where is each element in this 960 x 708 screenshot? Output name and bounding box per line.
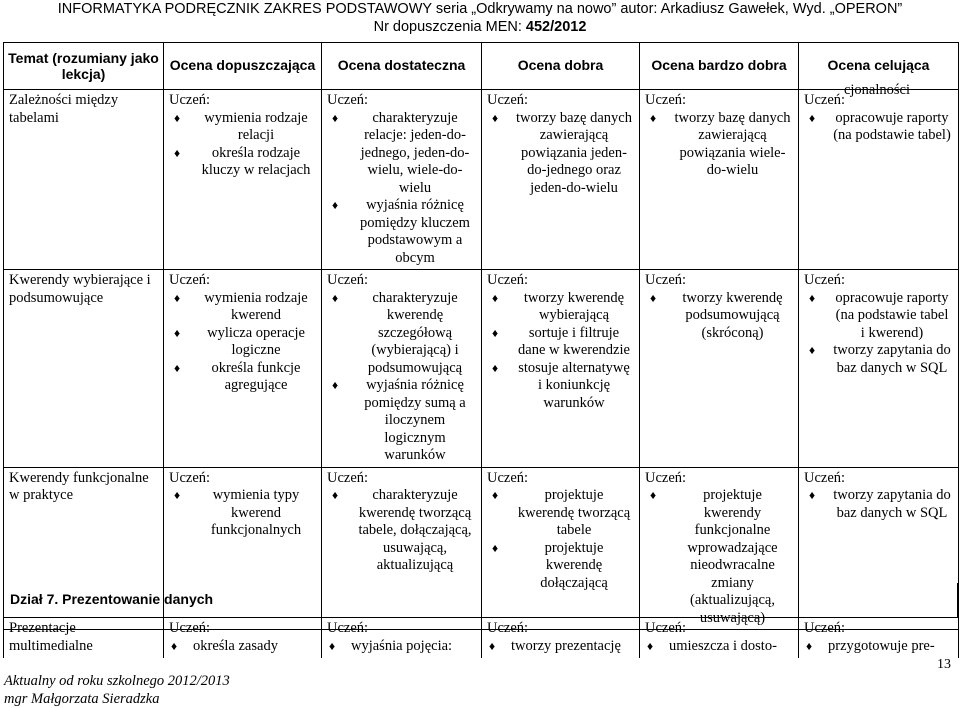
diamond-bullet-icon: ♦ <box>331 378 339 392</box>
criteria-list <box>327 290 477 465</box>
student-label: Uczeń: <box>487 620 529 636</box>
diamond-bullet-icon: ♦ <box>173 145 181 160</box>
criterion-text: opracowuje raporty (na podstawie tabel) <box>833 109 951 143</box>
list-item <box>487 325 635 360</box>
criterion-text: tworzy zapytania do baz danych w SQL <box>833 487 951 521</box>
document-header-approval <box>0 18 960 36</box>
student-label: Uczeń: <box>804 272 846 288</box>
list-item <box>169 360 317 395</box>
list-item <box>327 110 477 198</box>
criterion-text: tworzy kwerendę wybierającą <box>523 289 625 323</box>
criteria-list <box>169 290 317 395</box>
diamond-bullet-icon: ♦ <box>491 325 499 340</box>
list-item <box>487 110 635 198</box>
list-item <box>804 342 954 377</box>
list-item <box>487 487 635 540</box>
diamond-bullet-icon: ♦ <box>491 540 499 555</box>
student-label: Uczeń: <box>487 92 529 108</box>
list-item <box>804 110 954 145</box>
topic-cell: Kwerendy funkcjonalne w praktyce <box>4 467 164 630</box>
document-header-title: INFORMATYKA PODRĘCZNIK ZAKRES PODSTAWOWY seria „Odkrywamy na nowo” autor: Arkadiusz Gawełek, Wyd. „OPERON” <box>57 1 903 17</box>
criterion-text: wyjaśnia różnicę pomiędzy sumą a iloczynem logicznym warunków <box>364 377 466 463</box>
diamond-bullet-icon: ♦ <box>808 488 816 502</box>
column-header-topic: Temat (rozumiany jako lekcja) <box>4 43 164 90</box>
list-item <box>327 487 477 575</box>
criteria-cell: Uczeń: ♦ określa zasady <box>164 618 322 658</box>
column-header-grade-good: Ocena dobra <box>482 43 640 90</box>
student-label: Uczeń: <box>327 620 369 636</box>
diamond-bullet-icon: ♦ <box>647 638 654 653</box>
criteria-list <box>487 290 635 413</box>
diamond-bullet-icon: ♦ <box>171 638 178 653</box>
list-item <box>327 290 477 378</box>
footer-author: mgr Małgorzata Sieradzka <box>4 691 160 707</box>
list-item <box>169 487 317 540</box>
criteria-cell <box>640 90 799 270</box>
criterion-text: sortuje i filtruje dane w kwerendzie <box>518 324 630 358</box>
criteria-cell <box>322 270 482 468</box>
topic-cell: Zależności między tabelami <box>4 90 164 270</box>
diamond-bullet-icon: ♦ <box>808 343 816 357</box>
criteria-cell <box>640 270 799 468</box>
diamond-bullet-icon: ♦ <box>173 488 181 502</box>
list-item <box>327 197 477 267</box>
diamond-bullet-icon: ♦ <box>331 290 339 305</box>
student-label: Uczeń: <box>327 92 369 108</box>
diamond-bullet-icon: ♦ <box>649 488 657 502</box>
topic-cell: Prezentacje multimedialne <box>4 618 164 658</box>
criterion-text: projektuje kwerendę dołączającą <box>540 539 608 591</box>
criterion-text: tworzy bazę danych zawierającą powiązania wiele-do-wielu <box>674 109 791 178</box>
criterion-text: wyjaśnia różnicę pomiędzy kluczem podstawowym a obcym <box>360 197 470 266</box>
diamond-bullet-icon: ♦ <box>173 110 181 125</box>
criterion-text: charakteryzuje kwerendę tworzącą tabele, dołączającą, usuwającą, aktualizującą <box>358 487 472 573</box>
criterion-text: określa funkcje agregujące <box>211 359 301 393</box>
criterion-text: charakteryzuje relacje: jeden-do-jednego, jeden-do-wielu, wiele-do-wielu <box>360 109 470 196</box>
diamond-bullet-icon: ♦ <box>173 325 181 340</box>
criteria-list <box>804 110 954 145</box>
column-header-grade-very-good: Ocena bardzo dobra <box>640 43 799 90</box>
student-label: Uczeń: <box>169 469 211 486</box>
list-item <box>487 290 635 325</box>
diamond-bullet-icon: ♦ <box>806 638 813 653</box>
student-label: Uczeń: <box>804 92 846 108</box>
list-item <box>169 145 317 180</box>
diamond-bullet-icon: ♦ <box>173 360 181 375</box>
column-header-grade-satisfactory: Ocena dostateczna <box>322 43 482 90</box>
diamond-bullet-icon: ♦ <box>808 290 816 305</box>
continued-text-fragment: cjonalności <box>843 82 911 98</box>
list-item <box>169 110 317 145</box>
grading-criteria-table <box>3 42 959 630</box>
student-label: Uczeń: <box>804 469 846 486</box>
criteria-list <box>327 110 477 268</box>
diamond-bullet-icon: ♦ <box>649 290 657 305</box>
student-label: Uczeń: <box>804 620 846 636</box>
criteria-list <box>645 110 794 180</box>
criterion-text: wylicza operacje logiczne <box>207 324 305 358</box>
student-label: Uczeń: <box>645 469 687 486</box>
criterion-text: projektuje kwerendy funkcjonalne wprowadzające nieodwracalne zmiany (aktualizującą, usuwającą) <box>687 487 778 626</box>
diamond-bullet-icon: ♦ <box>491 360 499 375</box>
criterion-text: określa rodzaje kluczy w relacjach <box>201 144 311 178</box>
list-item <box>169 325 317 360</box>
criterion-text: projektuje kwerendę tworzącą tabele <box>517 487 631 538</box>
student-label: Uczeń: <box>169 620 211 636</box>
list-item <box>327 377 477 465</box>
list-item <box>169 290 317 325</box>
list-item <box>804 290 954 343</box>
diamond-bullet-icon: ♦ <box>331 110 339 125</box>
diamond-bullet-icon: ♦ <box>491 488 499 502</box>
criteria-cell <box>482 90 640 270</box>
criterion-text: charakteryzuje kwerendę szczegółową (wybierającą) i podsumowującą <box>367 289 463 376</box>
criteria-list <box>804 487 954 522</box>
table-row <box>4 90 959 270</box>
criteria-list <box>327 487 477 575</box>
student-label: Uczeń: <box>169 92 211 108</box>
criteria-list <box>487 487 635 592</box>
approval-label: Nr dopuszczenia MEN: <box>373 19 526 35</box>
diamond-bullet-icon: ♦ <box>808 110 816 125</box>
page-number: 13 <box>937 657 951 672</box>
criterion-text: wymienia rodzaje relacji <box>204 109 308 143</box>
criterion-text: wymienia typy kwerend funkcjonalnych <box>210 487 302 538</box>
student-label: Uczeń: <box>645 620 687 636</box>
criterion-text: stosuje alternatywę i koniunkcję warunków <box>518 359 630 411</box>
next-topic-table <box>3 617 959 658</box>
criteria-cell: Uczeń: ♦ wyjaśnia pojęcia: <box>322 618 482 658</box>
student-label: Uczeń: <box>645 92 687 108</box>
student-label: Uczeń: <box>327 469 369 486</box>
criteria-list <box>804 290 954 378</box>
criteria-cell: Uczeń: ♦ tworzy prezentację <box>482 618 640 658</box>
criteria-list <box>645 290 794 343</box>
column-header-grade-excellent: Ocena celująca <box>799 43 959 90</box>
criteria-list <box>169 487 317 540</box>
topic-cell: Kwerendy wybierające i podsumowujące <box>4 270 164 468</box>
column-header-grade-sufficient: Ocena dopuszczająca <box>164 43 322 90</box>
diamond-bullet-icon: ♦ <box>173 290 181 305</box>
criteria-cell <box>482 270 640 468</box>
student-label: Uczeń: <box>169 272 211 288</box>
list-item <box>645 290 794 343</box>
footer-validity: Aktualny od roku szkolnego 2012/2013 <box>4 673 230 689</box>
diamond-bullet-icon: ♦ <box>329 638 336 653</box>
diamond-bullet-icon: ♦ <box>331 488 339 502</box>
student-label: Uczeń: <box>487 272 529 288</box>
criteria-cell <box>799 90 959 270</box>
criteria-cell <box>322 90 482 270</box>
diamond-bullet-icon: ♦ <box>331 198 339 212</box>
criteria-list <box>169 110 317 180</box>
criterion-text: tworzy bazę danych zawierającą powiązania jeden-do-jednego oraz jeden-do-wielu <box>516 109 632 196</box>
criterion-text: wymienia rodzaje kwerend <box>204 289 308 323</box>
criteria-cell <box>164 90 322 270</box>
diamond-bullet-icon: ♦ <box>491 110 499 125</box>
criterion-text: tworzy kwerendę podsumowującą (skróconą) <box>682 289 783 341</box>
criteria-list <box>487 110 635 198</box>
list-item <box>804 487 954 522</box>
criteria-cell <box>164 270 322 468</box>
section-heading: Dział 7. Prezentowanie danych <box>3 583 958 617</box>
criterion-text: opracowuje raporty (na podstawie tabel i kwerend) <box>835 289 949 341</box>
list-item <box>645 110 794 180</box>
approval-number: 452/2012 <box>525 19 587 35</box>
table-row <box>4 618 959 658</box>
criteria-cell: Uczeń: ♦ umieszcza i dosto- <box>640 618 799 658</box>
table-row <box>4 270 959 468</box>
diamond-bullet-icon: ♦ <box>649 110 657 125</box>
student-label: Uczeń: <box>327 272 369 288</box>
criterion-text: tworzy zapytania do baz danych w SQL <box>833 342 951 376</box>
list-item <box>487 360 635 413</box>
student-label: Uczeń: <box>645 272 687 288</box>
student-label: Uczeń: <box>487 469 529 486</box>
diamond-bullet-icon: ♦ <box>491 290 499 305</box>
diamond-bullet-icon: ♦ <box>489 638 496 653</box>
criteria-cell: Uczeń: ♦ przygotowuje pre- <box>799 618 959 658</box>
criteria-cell <box>799 270 959 468</box>
